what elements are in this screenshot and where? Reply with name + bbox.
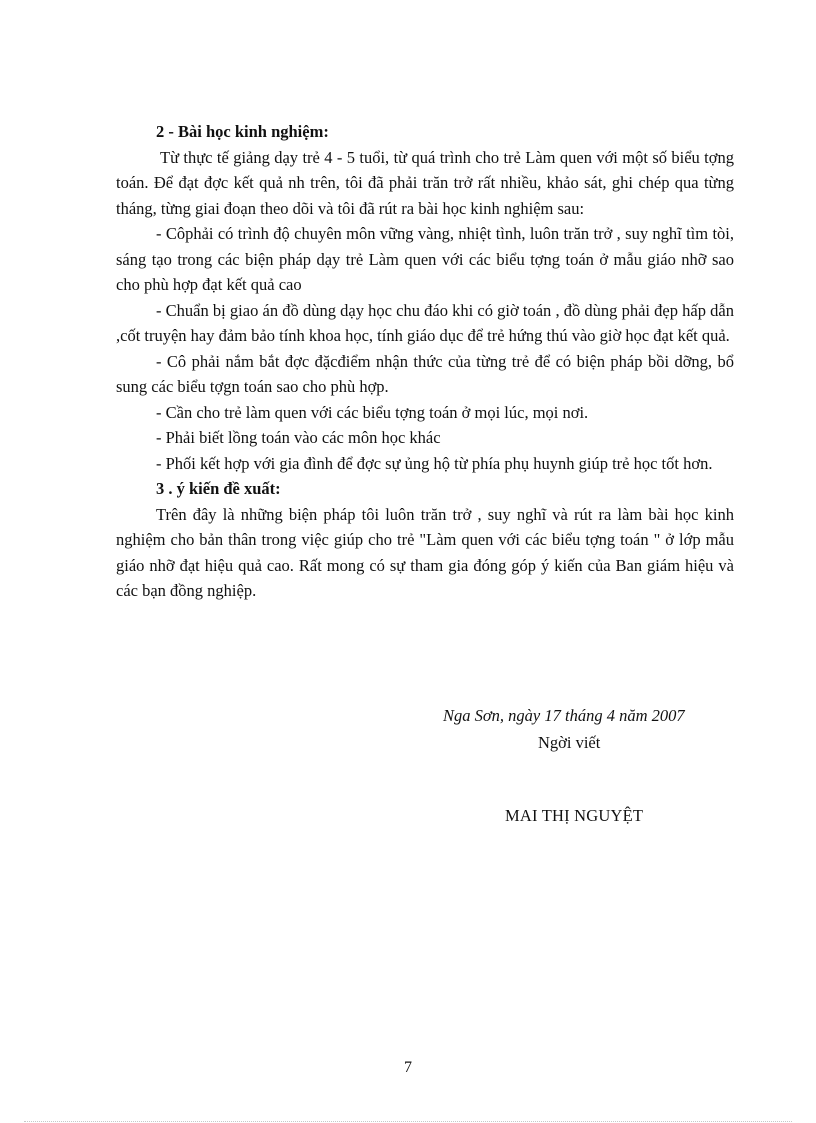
signature-role: Ngời viết <box>538 733 601 752</box>
signature-place-date: Nga Sơn, ngày 17 tháng 4 năm 2007 <box>443 706 685 725</box>
page-bottom-divider <box>24 1121 792 1122</box>
lesson-item: - Cần cho trẻ làm quen với các biểu tợng toán ở mọi lúc, mọi nơi. <box>156 402 589 422</box>
lesson-item: - Cô phải nắm bắt đợc đặcđiểm nhận thức của từng trẻ để có biện pháp bồi dỡng, bổ sung các biểu tợgn toán sao cho phù hợp. <box>116 351 734 396</box>
lesson-item: - Phải biết lồng toán vào các môn học khác <box>156 428 441 447</box>
document-body <box>116 119 734 604</box>
proposals-paragraph: Trên đây là những biện pháp tôi luôn trăn trở , suy nghĩ và rút ra làm bài học kinh nghiệm cho bản thân trong việc giúp cho trẻ "Làm quen với các biểu tợng toán " ở lớp mẫu giáo nhỡ đạt hiệu quả cao. Rất mong có sự tham gia đóng góp ý kiến của Ban giám hiệu và các bạn đồng nghiệp. <box>116 504 734 600</box>
signature-name: MAI THỊ NGUYỆT <box>505 806 644 825</box>
page-number: 7 <box>404 1059 412 1076</box>
lesson-item: - Chuẩn bị giao án đồ dùng dạy học chu đáo khi có giờ toán , đồ dùng phải đẹp hấp dẫn ,cốt truyện hay đảm bảo tính khoa học, tính giáo dục để trẻ hứng thú vào giờ học đạt kết quả. <box>116 300 734 345</box>
section-heading-lessons: 2 - Bài học kinh nghiệm: <box>156 122 329 141</box>
lesson-item: - Phối kết hợp với gia đình để đợc sự ủng hộ từ phía phụ huynh giúp trẻ học tốt hơn. <box>156 453 713 473</box>
lessons-intro-paragraph: Từ thực tế giảng dạy trẻ 4 - 5 tuổi, từ quá trình cho trẻ Làm quen với một số biểu tợng toán. Để đạt đợc kết quả nh trên, tôi đã phải trăn trở rất nhiều, khảo sát, ghi chép qua từng tháng, từng giai đoạn theo dõi và tôi đã rút ra bài học kinh nghiệm sau: <box>116 147 734 218</box>
section-heading-proposals: 3 . ý kiến đề xuất: <box>156 479 281 498</box>
lesson-item: - Côphải có trình độ chuyên môn vững vàng, nhiệt tình, luôn trăn trở , suy nghĩ tìm tòi, sáng tạo trong các biện pháp dạy trẻ Làm quen với các biểu tợng toán ở mẫu giáo nhỡ sao cho phù hợp đạt kết quả cao <box>116 224 734 294</box>
